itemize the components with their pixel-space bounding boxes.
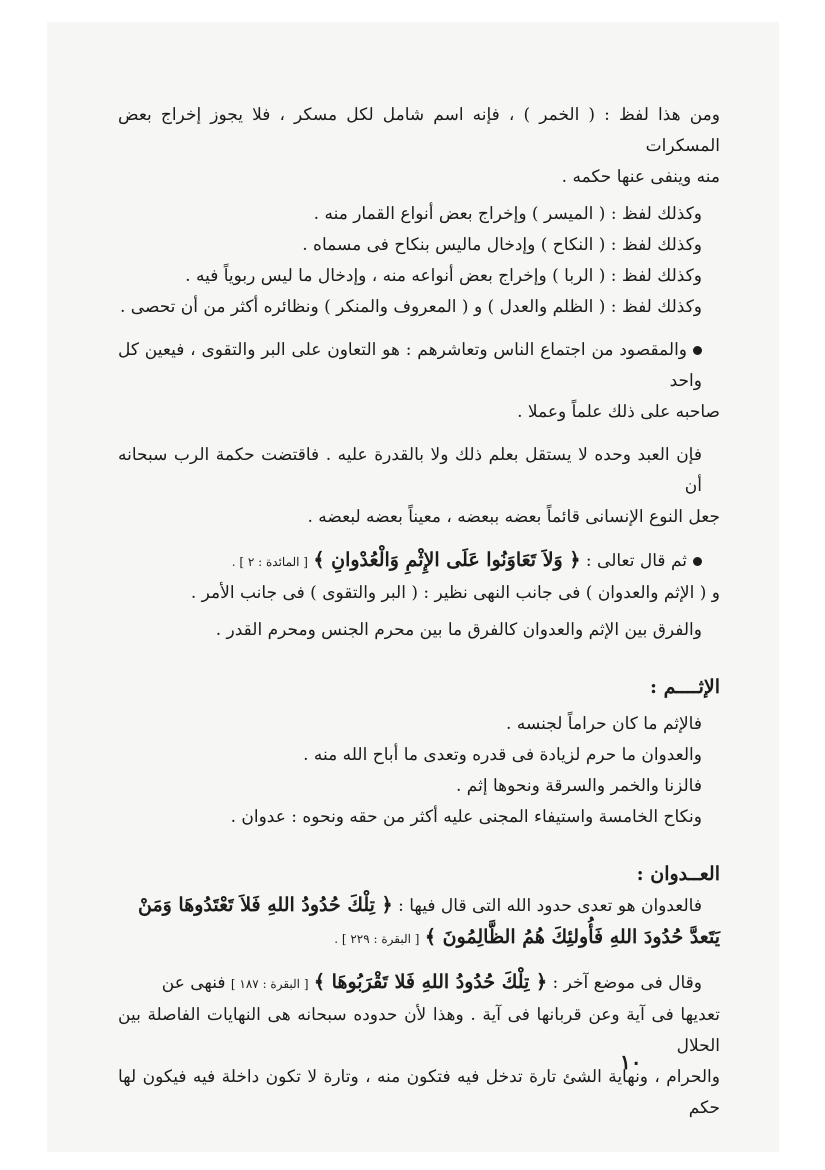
text-line: و ( الإثم والعدوان ) فى جانب النهى نظير : ( البر والتقوى ) فى جانب الأمر . xyxy=(190,583,720,603)
paragraph-khamr xyxy=(118,100,720,162)
text-line: وكذلك لفظ : ( الظلم والعدل ) و ( المعروف والمنكر ) ونظائره أكثر من أن تحصى . xyxy=(119,297,702,317)
text-line: ومن هذا لفظ : ( الخمر ) ، فإنه اسم شامل لكل مسكر ، فلا يجوز إخراج بعض المسكرات xyxy=(118,105,720,156)
text-line: والمقصود من اجتماع الناس وتعاشرهم : هو التعاون على البر والتقوى ، فيعين كل واحد xyxy=(118,340,702,391)
page-body xyxy=(118,100,720,1124)
quran-verse: يَتَعدَّ حُدُودَ اللهِ فَأُولئِكَ هُمُ الظَّالِمُونَ ﴾ xyxy=(424,926,720,948)
text-line: ونكاح الخامسة واستيفاء المجنى عليه أكثر من حقه ونحوه : عدوان . xyxy=(230,807,702,827)
verse-lead: فالعدوان هو تعدى حدود الله التى قال فيها : xyxy=(398,896,702,916)
text-line: جعل النوع الإنسانى قائماً بعضه ببعضه ، معيناً بعضه لبعضه . xyxy=(307,507,720,527)
text-line: وكذلك لفظ : ( النكاح ) وإدخال ماليس بنكاح فى مسماه . xyxy=(302,235,702,255)
verse-reference: [ البقرة : ١٨٧ ] xyxy=(230,977,309,991)
bullet-dot xyxy=(693,346,702,355)
verse-reference: [ المائدة : ٢ ] . xyxy=(231,555,308,569)
text-line: فالإثم ما كان حراماً لجنسه . xyxy=(506,714,702,734)
verse-line-1 xyxy=(118,545,720,578)
quran-verse: ﴿ وَلاَ تَعَاوَنُوا عَلَى الإِثْمِ وَالْعُدْوانِ ﴾ xyxy=(313,549,581,571)
quran-verse: ﴿ تِلْكَ حُدُودُ اللهِ فَلاَ تَعْتَدُوهَا وَمَنْ xyxy=(138,894,393,916)
text-line: منه وينفى عنها حكمه . xyxy=(561,167,720,187)
text-line: تعديها فى آية وعن قربانها فى آية . وهذا لأن حدوده سبحانه هى النهايات الفاصلة بين الحلال xyxy=(118,1005,720,1056)
paragraph-purpose xyxy=(118,335,720,397)
text-line: وكذلك لفظ : ( الميسر ) وإخراج بعض أنواع القمار منه . xyxy=(313,204,702,224)
verse-line-2b xyxy=(118,922,720,955)
text-line: فإن العبد وحده لا يستقل بعلم ذلك ولا بالقدرة عليه . فاقتضت حكمة الرب سبحانه أن xyxy=(118,445,702,496)
quran-verse: ﴿ تِلْكَ حُدُودُ اللهِ فَلا تَقْرَبُوهَا ﴾ xyxy=(313,971,548,993)
verse-lead: وقال فى موضع آخر : xyxy=(552,973,702,993)
text-line: والعدوان ما حرم لزيادة فى قدره وتعدى ما أباح الله منه . xyxy=(303,745,702,765)
bullet-dot xyxy=(693,557,702,566)
text-fragment: فنهى عن xyxy=(161,973,226,993)
verse-line-2a xyxy=(118,890,720,922)
text-line: والفرق بين الإثم والعدوان كالفرق ما بين محرم الجنس ومحرم القدر . xyxy=(215,620,702,640)
verse-line-3 xyxy=(118,967,720,1000)
text-line: فالزنا والخمر والسرقة ونحوها إثم . xyxy=(455,776,702,796)
section-heading-ithm: الإثــــم : xyxy=(650,676,720,698)
text-line: صاحبه على ذلك علماً وعملا . xyxy=(517,402,720,422)
verse-reference: [ البقرة : ٢٢٩ ] . xyxy=(334,932,420,946)
verse-lead: ثم قال تعالى : xyxy=(585,551,687,571)
text-line: وكذلك لفظ : ( الربا ) وإخراج بعض أنواعه منه ، وإدخال ما ليس ربوياً فيه . xyxy=(185,266,702,286)
page-number: ١٠ xyxy=(620,1050,642,1074)
section-heading-udwan: العــدوان : xyxy=(636,863,720,885)
text-line: والحرام ، ونهاية الشئ تارة تدخل فيه فتكون منه ، وتارة لا تكون داخلة فيه فيكون لها حكم xyxy=(118,1067,720,1118)
